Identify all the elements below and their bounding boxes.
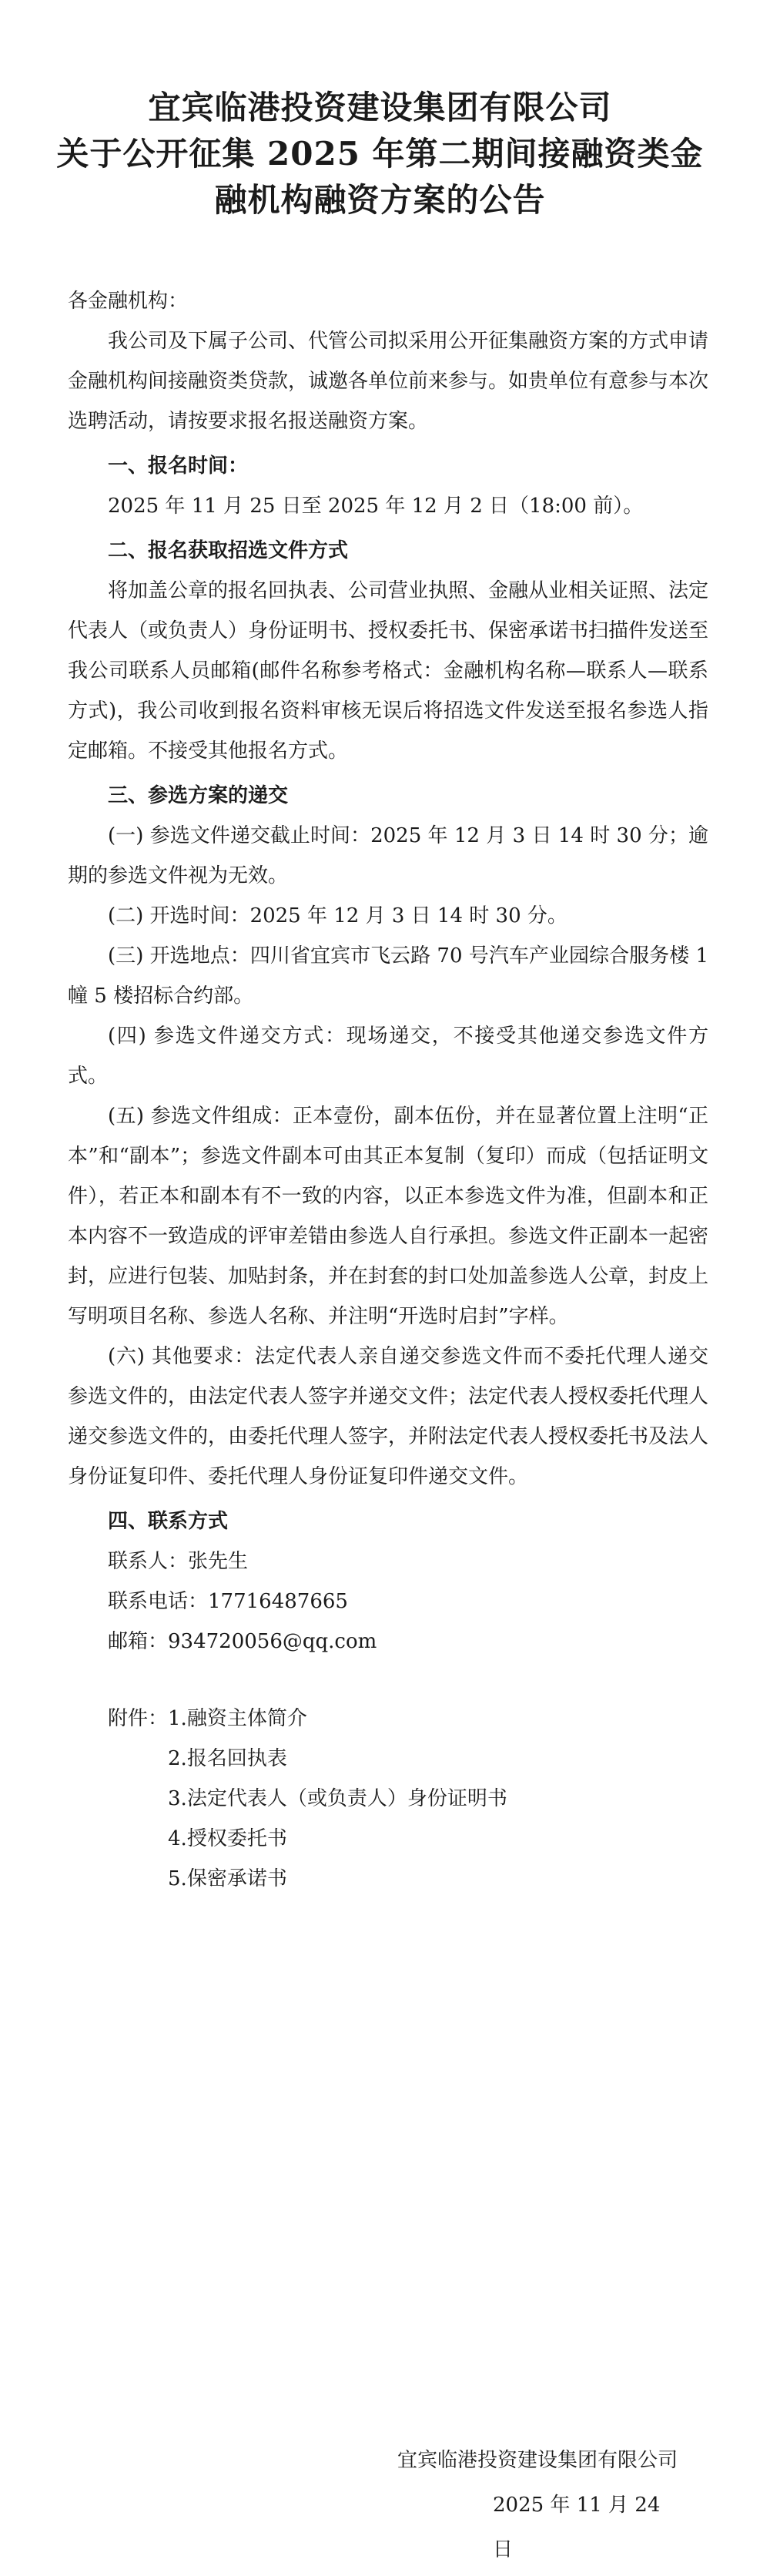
attachment-item-1: 1.融资主体简介	[168, 1707, 307, 1730]
section-3-item-6: (六) 其他要求：法定代表人亲自递交参选文件而不委托代理人递交参选文件的，由法定代表人签字并递交文件；法定代表人授权委托代理人递交参选文件的，由委托代理人签字，并附法定代表人授权委托书及法人身份证复印件、委托代理人身份证复印件递交文件。	[68, 1345, 709, 1488]
title-line-2: 关于公开征集 2025 年第二期间接融资类金	[56, 135, 704, 173]
contact-person: 联系人：张先生	[108, 1550, 249, 1573]
announcement-body	[68, 281, 708, 1899]
contact-phone: 联系电话：17716487665	[108, 1590, 348, 1613]
attachment-item-4: 4.授权委托书	[168, 1827, 287, 1850]
signature-date-row	[0, 2483, 678, 2572]
section-3-item-5: (五) 参选文件组成：正本壹份，副本伍份，并在显著位置上注明“正本”和“副本”；参选文件副本可由其正本复制（复印）而成（包括证明文件），若正本和副本有不一致的内容，以正本参选文件为准，但副本和正本内容不一致造成的评审差错由参选人自行承担。参选文件正副本一起密封，应进行包装、加贴封条，并在封套的封口处加盖参选人公章，封皮上写明项目名称、参选人名称、并注明“开选时启封”字样。	[68, 1105, 709, 1328]
section-3-heading: 三、参选方案的递交	[108, 784, 289, 807]
section-3-item-3: (三) 开选地点：四川省宜宾市飞云路 70 号汽车产业园综合服务楼 1 幢 5 楼招标合约部。	[68, 944, 708, 1008]
intro-paragraph: 我公司及下属子公司、代管公司拟采用公开征集融资方案的方式申请金融机构间接融资类贷款，诚邀各单位前来参与。如贵单位有意参与本次选聘活动，请按要求报名报送融资方案。	[68, 330, 709, 433]
section-2-text: 将加盖公章的报名回执表、公司营业执照、金融从业相关证照、法定代表人（或负责人）身份证明书、授权委托书、保密承诺书扫描件发送至我公司联系人员邮箱(邮件名称参考格式：金融机构名称—联系人—联系方式)，我公司收到报名资料审核无误后将招选文件发送至报名参选人指定邮箱。不接受其他报名方式。	[68, 579, 709, 763]
attachment-item-3: 3.法定代表人（或负责人）身份证明书	[168, 1787, 507, 1810]
section-2-heading: 二、报名获取招选文件方式	[108, 539, 349, 562]
attachments	[68, 1699, 708, 1899]
section-1-heading: 一、报名时间：	[108, 454, 249, 478]
attachment-item-2: 2.报名回执表	[168, 1747, 287, 1770]
title-line-1: 宜宾临港投资建设集团有限公司	[148, 89, 612, 126]
section-1-text: 2025 年 11 月 25 日至 2025 年 12 月 2 日（18:00 前）。	[108, 495, 644, 518]
signature-date: 2025 年 11 月 24 日	[493, 2494, 661, 2561]
section-3-item-4: (四) 参选文件递交方式：现场递交，不接受其他递交参选文件方式。	[68, 1025, 708, 1088]
section-4-heading: 四、联系方式	[108, 1510, 229, 1533]
section-3-item-1: (一) 参选文件递交截止时间：2025 年 12 月 3 日 14 时 30 分；逾期的参选文件视为无效。	[68, 824, 708, 887]
attachments-label: 附件：	[108, 1707, 169, 1730]
signature-company: 宜宾临港投资建设集团有限公司	[397, 2449, 678, 2472]
title-line-3: 融机构融资方案的公告	[214, 181, 546, 219]
announcement-title	[46, 85, 714, 223]
salutation: 各金融机构：	[68, 290, 189, 313]
attachments-list	[168, 1699, 507, 1899]
section-3-item-2: (二) 开选时间：2025 年 12 月 3 日 14 时 30 分。	[108, 904, 567, 927]
attachment-item-5: 5.保密承诺书	[168, 1867, 287, 1890]
contact-email: 邮箱：934720056@qq.com	[108, 1630, 377, 1653]
